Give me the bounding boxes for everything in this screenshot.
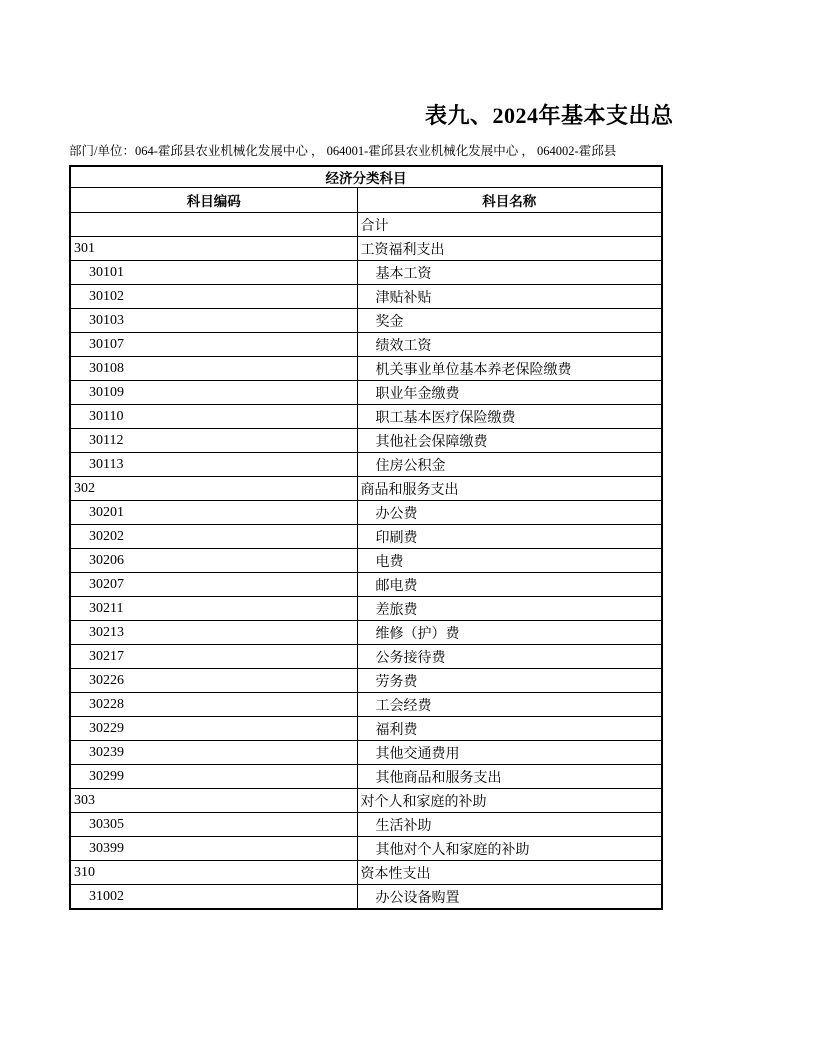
subject-code-cell: 30109 <box>70 381 357 405</box>
subject-name-cell: 维修（护）费 <box>357 621 662 645</box>
subject-name-cell: 其他商品和服务支出 <box>357 765 662 789</box>
subject-name-cell: 其他社会保障缴费 <box>357 429 662 453</box>
subject-code-cell: 30112 <box>70 429 357 453</box>
subject-code-cell: 30228 <box>70 693 357 717</box>
subject-name-cell: 办公设备购置 <box>357 885 662 910</box>
table-row <box>70 645 662 669</box>
subject-code-cell: 30202 <box>70 525 357 549</box>
subject-code-cell: 302 <box>70 477 357 501</box>
subject-code-cell: 30207 <box>70 573 357 597</box>
table-row <box>70 789 662 813</box>
subject-code-cell: 30239 <box>70 741 357 765</box>
subject-code-cell: 30399 <box>70 837 357 861</box>
table-body <box>70 213 662 910</box>
subject-code-cell: 30213 <box>70 621 357 645</box>
table-row <box>70 477 662 501</box>
subject-code-cell: 30217 <box>70 645 357 669</box>
subject-name-cell: 绩效工资 <box>357 333 662 357</box>
subject-name-cell: 工会经费 <box>357 693 662 717</box>
subject-code-cell: 30229 <box>70 717 357 741</box>
subject-name-cell: 津贴补贴 <box>357 285 662 309</box>
subject-code-cell: 310 <box>70 861 357 885</box>
subject-name-cell: 劳务费 <box>357 669 662 693</box>
table-header <box>70 166 662 213</box>
column-header-subject-code: 科目编码 <box>70 188 357 213</box>
group-header-row <box>70 166 662 188</box>
table-row <box>70 525 662 549</box>
subject-code-cell <box>70 213 357 237</box>
subject-name-cell: 工资福利支出 <box>357 237 662 261</box>
group-header-economic-classification: 经济分类科目 <box>70 166 662 188</box>
subject-code-cell: 30299 <box>70 765 357 789</box>
subject-name-cell: 对个人和家庭的补助 <box>357 789 662 813</box>
table-row <box>70 573 662 597</box>
table-row <box>70 813 662 837</box>
subject-code-cell: 30206 <box>70 549 357 573</box>
subject-name-cell: 生活补助 <box>357 813 662 837</box>
column-header-row <box>70 188 662 213</box>
subject-name-cell: 合计 <box>357 213 662 237</box>
table-row <box>70 381 662 405</box>
subject-name-cell: 住房公积金 <box>357 453 662 477</box>
subject-name-cell: 福利费 <box>357 717 662 741</box>
subject-code-cell: 30113 <box>70 453 357 477</box>
subject-name-cell: 办公费 <box>357 501 662 525</box>
subject-name-cell: 邮电费 <box>357 573 662 597</box>
subject-code-cell: 30211 <box>70 597 357 621</box>
subject-name-cell: 职业年金缴费 <box>357 381 662 405</box>
subject-code-cell: 31002 <box>70 885 357 910</box>
table-row <box>70 309 662 333</box>
subject-code-cell: 30108 <box>70 357 357 381</box>
subject-code-cell: 30102 <box>70 285 357 309</box>
table-row <box>70 741 662 765</box>
table-row <box>70 285 662 309</box>
subject-name-cell: 其他对个人和家庭的补助 <box>357 837 662 861</box>
table-row <box>70 453 662 477</box>
table-row <box>70 501 662 525</box>
subject-code-cell: 30101 <box>70 261 357 285</box>
table-row <box>70 885 662 910</box>
subject-code-cell: 30201 <box>70 501 357 525</box>
table-row <box>70 861 662 885</box>
subject-code-cell: 30305 <box>70 813 357 837</box>
subject-name-cell: 公务接待费 <box>357 645 662 669</box>
economic-classification-table <box>69 165 663 910</box>
subject-name-cell: 商品和服务支出 <box>357 477 662 501</box>
table-row <box>70 837 662 861</box>
table-row <box>70 765 662 789</box>
table-row <box>70 597 662 621</box>
subject-name-cell: 基本工资 <box>357 261 662 285</box>
table-row <box>70 621 662 645</box>
table-row <box>70 693 662 717</box>
subject-code-cell: 30226 <box>70 669 357 693</box>
department-unit-line: 部门/单位：064-霍邱县农业机械化发展中心 ， 064001-霍邱县农业机械化发展中心 ， 064002-霍邱县 <box>69 144 617 158</box>
subject-name-cell: 其他交通费用 <box>357 741 662 765</box>
subject-name-cell: 电费 <box>357 549 662 573</box>
subject-name-cell: 印刷费 <box>357 525 662 549</box>
subject-code-cell: 301 <box>70 237 357 261</box>
table-row <box>70 717 662 741</box>
table-row <box>70 261 662 285</box>
subject-name-cell: 资本性支出 <box>357 861 662 885</box>
table-row <box>70 213 662 237</box>
subject-code-cell: 303 <box>70 789 357 813</box>
table-row <box>70 549 662 573</box>
subject-name-cell: 奖金 <box>357 309 662 333</box>
column-header-subject-name: 科目名称 <box>357 188 662 213</box>
table-row <box>70 357 662 381</box>
subject-code-cell: 30110 <box>70 405 357 429</box>
table-row <box>70 237 662 261</box>
subject-code-cell: 30107 <box>70 333 357 357</box>
page-title: 表九、2024年基本支出总 <box>425 103 674 128</box>
table-row <box>70 333 662 357</box>
subject-name-cell: 机关事业单位基本养老保险缴费 <box>357 357 662 381</box>
subject-code-cell: 30103 <box>70 309 357 333</box>
table-row <box>70 429 662 453</box>
subject-name-cell: 差旅费 <box>357 597 662 621</box>
table-row <box>70 405 662 429</box>
subject-name-cell: 职工基本医疗保险缴费 <box>357 405 662 429</box>
table-row <box>70 669 662 693</box>
